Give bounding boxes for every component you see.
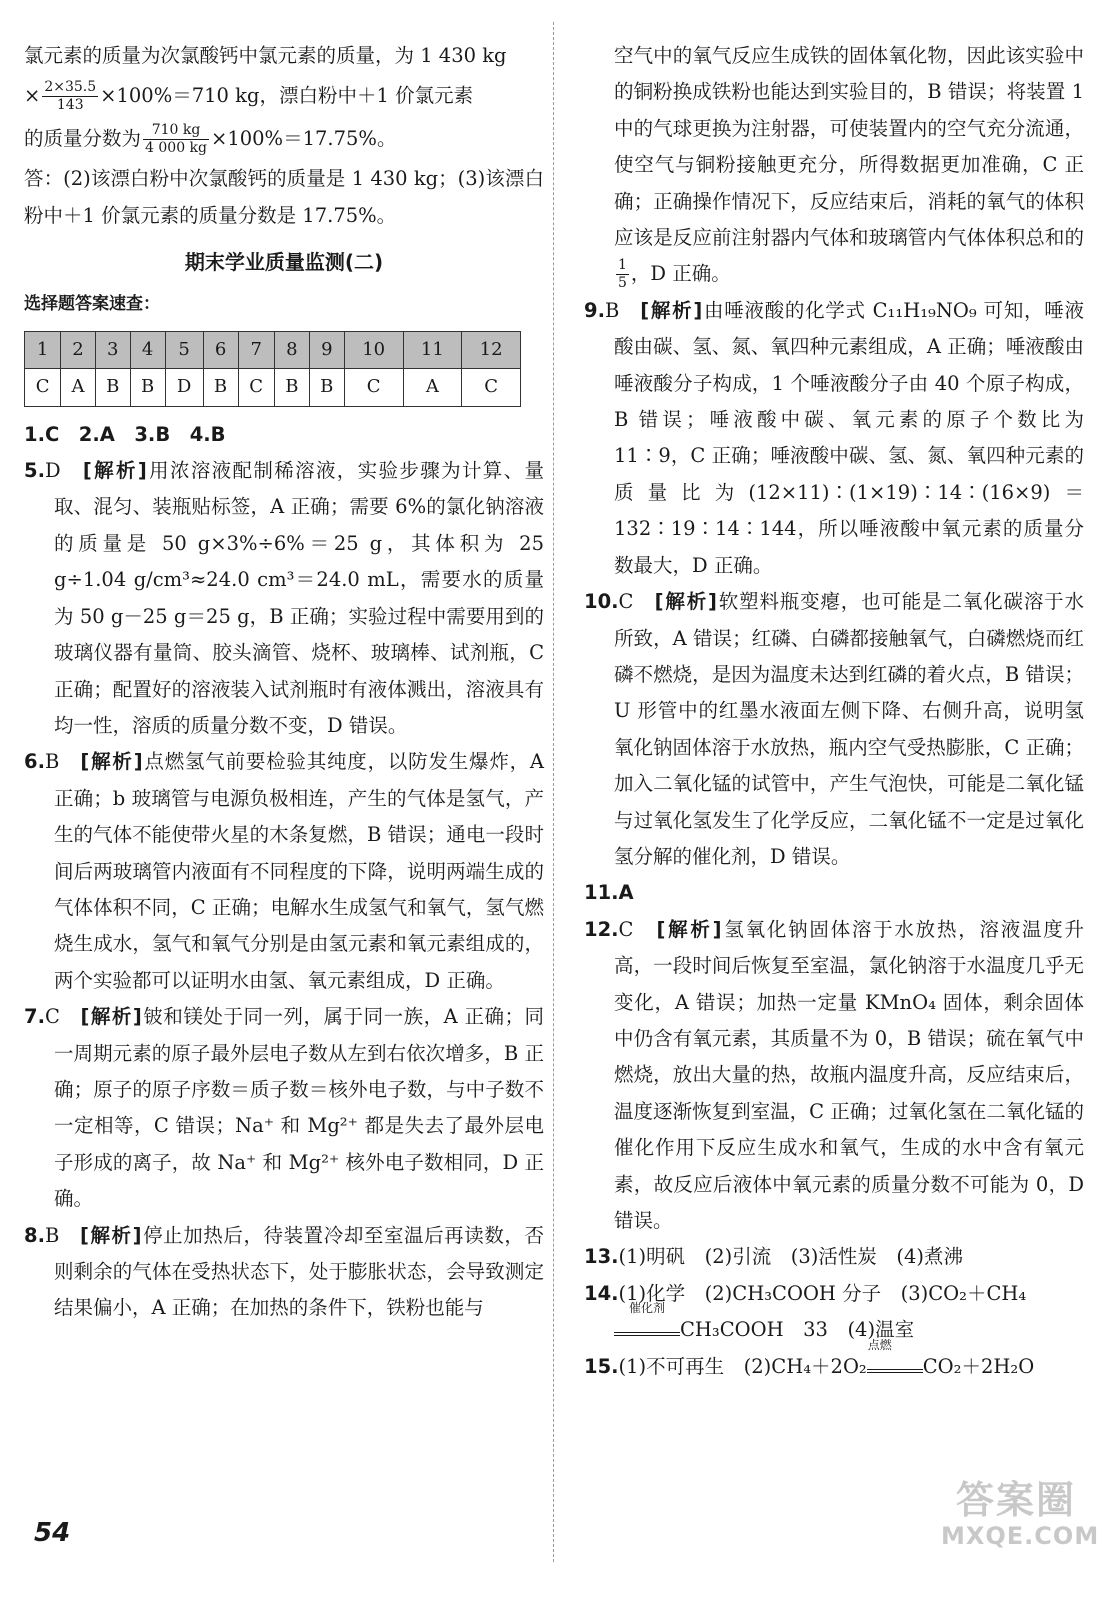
- question-number: 7.: [24, 1005, 45, 1029]
- table-answer-cell: C: [25, 369, 61, 406]
- answers-1-4: 1.C 2.A 3.B 4.B: [24, 422, 226, 446]
- table-header-cell: 4: [130, 331, 165, 368]
- answer-text: CH₃COOH 33 (4)温室: [680, 1318, 915, 1342]
- text-span: 的质量分数为: [24, 126, 142, 150]
- left-column: [24, 38, 544, 1327]
- answer-text: (1)不可再生 (2)CH₄＋2O₂: [618, 1354, 867, 1378]
- question-8-continued: [584, 38, 1084, 293]
- analysis-tag: [解析]: [640, 298, 704, 322]
- text-span: ，D 正确。: [630, 262, 731, 286]
- formula-line: [24, 121, 544, 157]
- analysis-tag: [解析]: [79, 1223, 143, 1247]
- fraction-denominator: 4 000 kg: [145, 139, 207, 156]
- right-column: [584, 38, 1084, 1385]
- fraction-denominator: 5: [618, 275, 627, 292]
- analysis-text: 停止加热后，待装置冷却至室温后再读数，否则剩余的气体在受热状态下，处于膨胀状态，会导致测定结果偏小，A 正确；在加热的条件下，铁粉也能与: [54, 1223, 544, 1320]
- reaction-arrow: [614, 1301, 680, 1336]
- analysis-text: 空气中的氧气反应生成铁的固体氧化物，因此该实验中的铜粉换成铁粉也能达到实验目的，B 错误；将装置 1 中的气球更换为注射器，可使装置内的空气充分流通，使空气与铜粉接触更充分，所得数据更加准确，C 正确；正确操作情况下，反应结束后，消耗的氧气的体积应该是反应前注射器内气体和玻璃管内气体体积总和的: [614, 44, 1084, 250]
- question-number: 13.: [584, 1245, 619, 1269]
- question-number: 15.: [584, 1354, 619, 1378]
- table-header-cell: 3: [95, 331, 130, 368]
- fraction: [42, 79, 98, 114]
- fraction: [616, 257, 629, 292]
- table-answer-cell: C: [462, 369, 521, 406]
- answer-letter: C: [618, 917, 657, 941]
- text-span: ×100%＝17.75%。: [211, 126, 397, 150]
- analysis-text: 用浓溶液配制稀溶液，实验步骤为计算、量取、混匀、装瓶贴标签，A 正确；需要 6%的氯化钠溶液的质量是 50 g×3%÷6%＝25 g，其体积为 25 g÷1.04 g/cm³≈24.0 cm³＝24.0 mL，需要水的质量为 50 g－25 g＝25 g，B 正确；实验过程中需要用到的玻璃仪器有量筒、胶头滴管、烧杯、玻璃棒、试剂瓶，C 正确；配置好的溶液装入试剂瓶时有液体溅出，溶液具有均一性，溶质的质量分数不变，D 错误。: [54, 459, 545, 737]
- table-header-cell: 2: [61, 331, 95, 368]
- answer-letter: B: [44, 750, 81, 774]
- table-header-cell: 11: [403, 331, 462, 368]
- table-header-cell: 6: [203, 331, 238, 368]
- fraction-denominator: 143: [56, 97, 84, 114]
- table-header-cell: 12: [462, 331, 521, 368]
- equals-bar: [867, 1369, 923, 1373]
- question-15: [584, 1337, 1084, 1385]
- fraction-numerator: 710 kg: [143, 122, 209, 140]
- text-span: ×100%＝710 kg，漂白粉中＋1 价氯元素: [100, 84, 474, 108]
- question-11: 11.A: [584, 881, 634, 905]
- question-9: [584, 293, 1084, 584]
- section-title: 期末学业质量监测(二): [184, 250, 384, 275]
- analysis-text: 铍和镁处于同一列，属于同一族，A 正确；同一周期元素的原子最外层电子数从左到右依次增多，B 正确；原子的原子序数＝质子数＝核外电子数，与中子数不一定相等，C 错误；Na⁺ 和 Mg²⁺ 都是失去了最外层电子形成的离子，故 Na⁺ 和 Mg²⁺ 核外电子数相同，D 正确。: [54, 1005, 545, 1211]
- question-13: [584, 1239, 1084, 1275]
- reaction-condition: 点燃: [867, 1337, 892, 1352]
- question-number: 10.: [584, 590, 619, 614]
- analysis-text: 软塑料瓶变瘪，也可能是二氧化碳溶于水所致，A 错误；红磷、白磷都接触氧气，白磷燃烧而红磷不燃烧，是因为温度未达到红磷的着火点，B 错误；U 形管中的红墨水液面左侧下降、右侧升高，说明氢氧化钠固体溶于水放热，瓶内空气受热膨胀，C 正确；加入二氧化锰的试管中，产生气泡快，可能是二氧化锰与过氧化氢发生了化学反应，二氧化锰不一定是过氧化氢分解的催化剂，D 错误。: [614, 590, 1084, 868]
- table-header-cell: 10: [344, 331, 403, 368]
- fraction: [143, 122, 209, 157]
- question-12: [584, 912, 1084, 1240]
- table-answer-cell: B: [95, 369, 130, 406]
- question-number: 14.: [584, 1281, 619, 1305]
- question-7: [24, 999, 544, 1217]
- answer-letter: C: [44, 1005, 81, 1029]
- question-number: 6.: [24, 750, 45, 774]
- analysis-tag: [解析]: [80, 1005, 143, 1029]
- analysis-tag: [解析]: [656, 917, 723, 941]
- quick-answer-label: 选择题答案速查：: [24, 294, 160, 315]
- watermark-line: MXQE.COM: [941, 1522, 1100, 1550]
- table-answer-cell: B: [130, 369, 165, 406]
- question-8: [24, 1218, 544, 1327]
- question-14-equation: [584, 1301, 1084, 1348]
- answer-text: (1)明矾 (2)引流 (3)活性炭 (4)煮沸: [618, 1245, 964, 1269]
- formula-line: × $\frac{2\times 35.5}{143}$ ×100%＝710 kg，漂白粉中＋1 价氯元素: [24, 79, 474, 114]
- analysis-tag: [解析]: [82, 459, 148, 483]
- answer-text: (1)化学 (2)CH₃COOH 分子 (3)CO₂＋CH₄: [618, 1281, 1027, 1305]
- answer-letter: B: [44, 1223, 80, 1247]
- question-10: [584, 584, 1084, 875]
- watermark-line: 答案圈: [955, 1478, 1076, 1522]
- table-answer-cell: C: [344, 369, 403, 406]
- analysis-tag: [解析]: [80, 750, 144, 774]
- table-header-cell: 9: [309, 331, 344, 368]
- answer-text: CO₂＋2H₂O: [922, 1354, 1035, 1378]
- answer-letter: B: [604, 298, 641, 322]
- table-header-cell: 1: [25, 331, 61, 368]
- answer-table: [24, 331, 521, 407]
- table-answer-cell: C: [238, 369, 274, 406]
- watermark-logo: [941, 1478, 1100, 1550]
- analysis-text: 点燃氢气前要检验其纯度，以防发生爆炸，A 正确；b 玻璃管与电源负极相连，产生的气体是氢气，产生的气体不能使带火星的木条复燃，B 错误；通电一段时间后两玻璃管内液面有不同程度的下降，说明两端生成的气体体积不同，C 正确；电解水生成氢气和氧气，氢气燃烧生成水，氢气和氧气分别是由氢元素和氧元素组成的，两个实验都可以证明水由氢、氧元素组成，D 正确。: [54, 750, 544, 992]
- answer-text: 答：(2)该漂白粉中次氯酸钙的质量是 1 430 kg；(3)该漂白粉中＋1 价氯元素的质量分数是 17.75%。: [24, 167, 544, 227]
- answer-letter: D: [44, 459, 83, 483]
- table-answer-cell: B: [274, 369, 309, 406]
- reaction-arrow: [867, 1337, 923, 1373]
- answer-table-answer-row: [25, 369, 521, 406]
- column-divider: [553, 22, 554, 1562]
- equals-bar: [614, 1332, 680, 1336]
- question-number: 9.: [584, 298, 605, 322]
- table-header-cell: 8: [274, 331, 309, 368]
- fraction-numerator: 2×35.5: [44, 79, 97, 96]
- answer-letter: C: [618, 590, 655, 614]
- table-answer-cell: A: [403, 369, 462, 406]
- fraction-numerator: 1: [618, 257, 627, 274]
- table-answer-cell: A: [61, 369, 95, 406]
- page-number: 54: [34, 1518, 71, 1548]
- question-6: [24, 744, 544, 999]
- text-line: 氯元素的质量为次氯酸钙中氯元素的质量，为 1 430 kg: [24, 44, 507, 67]
- analysis-text: 氢氧化钠固体溶于水放热，溶液温度升高，一段时间后恢复至室温，氯化钠溶于水温度几乎无变化，A 错误；加热一定量 KMnO₄ 固体，剩余固体中仍含有氧元素，其质量不为 0，B 错误；硫在氧气中燃烧，放出大量的热，故瓶内温度升高，反应结束后，温度逐渐恢复到室温，C 正确；过氧化氢在二氧化锰的催化作用下反应生成水和氧气，生成的水中含有氧元素，故反应后液体中氧元素的质量分数不可能为 0，D 错误。: [614, 917, 1084, 1232]
- table-header-cell: 5: [165, 331, 203, 368]
- table-answer-cell: B: [309, 369, 344, 406]
- analysis-tag: [解析]: [654, 590, 718, 614]
- table-answer-cell: B: [203, 369, 238, 406]
- table-header-cell: 7: [238, 331, 274, 368]
- answer-table-header-row: [25, 331, 521, 368]
- table-answer-cell: D: [165, 369, 203, 406]
- question-5: [24, 453, 544, 744]
- question-number: 8.: [24, 1223, 45, 1247]
- question-number: 5.: [24, 459, 45, 483]
- question-number: 12.: [584, 917, 619, 941]
- analysis-text: 由唾液酸的化学式 C₁₁H₁₉NO₉ 可知，唾液酸由碳、氢、氮、氧四种元素组成，A 正确；唾液酸由唾液酸分子构成，1 个唾液酸分子由 40 个原子构成，B 错误；唾液酸中碳、氧元素的原子个数比为 11∶9，C 正确；唾液酸中碳、氢、氮、氧四种元素的质量比为(12×11)∶(1×19)∶14∶(16×9)＝132∶19∶14∶144，所以唾液酸中氧元素的质量分数最大，D 正确。: [614, 298, 1084, 577]
- reaction-condition: 催化剂: [628, 1301, 665, 1316]
